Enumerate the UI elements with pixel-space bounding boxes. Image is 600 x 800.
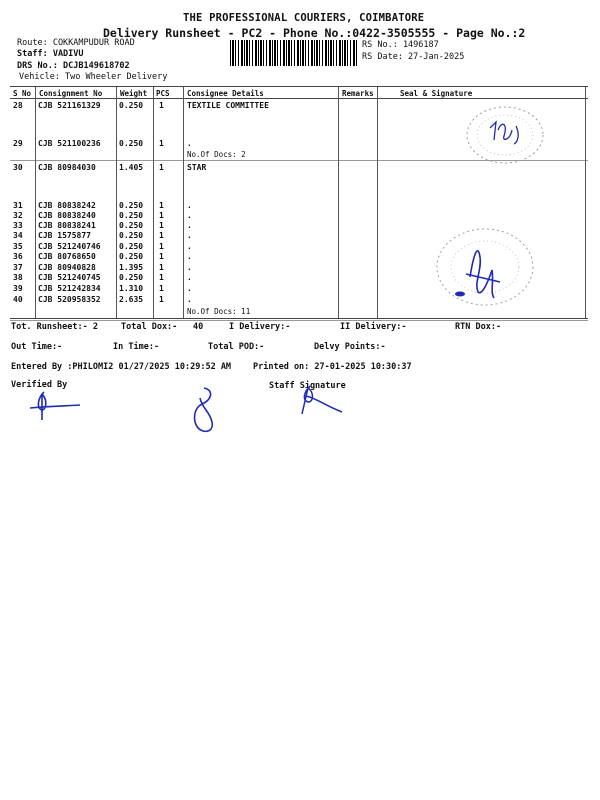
cell-details: . xyxy=(187,284,192,293)
cell-cons: CJB 521240746 xyxy=(38,242,101,251)
cell-pcs: 1 xyxy=(159,284,164,293)
table-header-rule xyxy=(10,98,588,99)
cell-details: . xyxy=(187,139,192,148)
col-divider xyxy=(35,87,36,318)
cell-pcs: 1 xyxy=(159,242,164,251)
verified-by-label: Verified By xyxy=(11,380,68,390)
cell-weight: 0.250 xyxy=(119,101,144,110)
total-dox-value: 40 xyxy=(193,322,204,332)
cell-pcs: 1 xyxy=(159,273,164,282)
col-header-consignment: Consignment No xyxy=(39,89,103,98)
cell-sno: 33 xyxy=(13,221,23,230)
cell-sno: 35 xyxy=(13,242,23,251)
cell-details: . xyxy=(187,231,192,240)
cell-cons: CJB 521242834 xyxy=(38,284,101,293)
ii-delivery: II Delivery:- xyxy=(340,322,407,332)
cell-weight: 0.250 xyxy=(119,273,144,282)
table-top-rule xyxy=(10,86,588,87)
staff-signature-label: Staff Signature xyxy=(269,381,346,391)
cell-weight: 0.250 xyxy=(119,242,144,251)
cell-sno: 34 xyxy=(13,231,23,240)
runsheet-title: Delivery Runsheet - PC2 - Phone No.:0422-3505555 - Page No.:2 xyxy=(103,26,526,40)
col-header-weight: Weight xyxy=(120,89,148,98)
cell-details: . xyxy=(187,295,192,304)
seal-stamp-2 xyxy=(430,222,540,312)
cell-details: STAR xyxy=(187,163,207,172)
out-time: Out Time:- xyxy=(11,342,63,352)
tot-runsheet: Tot. Runsheet:- 2 xyxy=(11,322,98,332)
printed-on: Printed on: 27-01-2025 10:30:37 xyxy=(253,362,412,372)
rs-date: RS Date: 27-Jan-2025 xyxy=(362,52,465,62)
cell-sno: 28 xyxy=(13,101,23,110)
cell-pcs: 1 xyxy=(159,101,164,110)
cell-cons: CJB 80838241 xyxy=(38,221,96,230)
table-bottom-rule xyxy=(10,318,588,319)
cell-cons: CJB 1575877 xyxy=(38,231,91,240)
cell-cons: CJB 80940828 xyxy=(38,263,96,272)
cell-details: . xyxy=(187,263,192,272)
total-pod: Total POD:- xyxy=(208,342,265,352)
cell-pcs: 1 xyxy=(159,263,164,272)
cell-cons: CJB 521161329 xyxy=(38,101,101,110)
staff: Staff: VADIVU xyxy=(17,49,84,59)
cell-weight: 0.250 xyxy=(119,231,144,240)
col-header-pcs: PCS xyxy=(156,89,170,98)
cell-sno: 29 xyxy=(13,139,23,148)
in-time: In Time:- xyxy=(113,342,160,352)
cell-weight: 0.250 xyxy=(119,252,144,261)
cell-pcs: 1 xyxy=(159,139,164,148)
cell-pcs: 1 xyxy=(159,231,164,240)
cell-weight: 2.635 xyxy=(119,295,144,304)
cell-details: . xyxy=(187,221,192,230)
cell-details: . xyxy=(187,201,192,210)
cell-details: . xyxy=(187,211,192,220)
route: Route: COKKAMPUDUR ROAD xyxy=(17,38,135,48)
cell-pcs: 1 xyxy=(159,211,164,220)
col-divider xyxy=(153,87,154,318)
middle-signature xyxy=(188,384,228,436)
col-divider xyxy=(377,87,378,318)
cell-weight: 0.250 xyxy=(119,221,144,230)
i-delivery: I Delivery:- xyxy=(229,322,291,332)
delvy-points: Delvy Points:- xyxy=(314,342,386,352)
cell-details: . xyxy=(187,273,192,282)
drs-number: DRS No.: DCJB149618702 xyxy=(17,61,130,71)
col-divider xyxy=(585,87,586,318)
barcode xyxy=(230,40,357,66)
cell-weight: 0.250 xyxy=(119,139,144,148)
cell-weight: 1.405 xyxy=(119,163,144,172)
rtn-dox: RTN Dox:- xyxy=(455,322,502,332)
staff-signature xyxy=(292,384,352,420)
totals-rule xyxy=(10,320,588,321)
total-dox-label: Total Dox:- xyxy=(121,322,178,332)
cell-sno: 30 xyxy=(13,163,23,172)
cell-pcs: 1 xyxy=(159,295,164,304)
cell-cons: CJB 80838240 xyxy=(38,211,96,220)
rs-number: RS No.: 1496187 xyxy=(362,40,439,50)
cell-cons: CJB 520958352 xyxy=(38,295,101,304)
cell-cons: CJB 521240745 xyxy=(38,273,101,282)
cell-pcs: 1 xyxy=(159,221,164,230)
cell-sno: 39 xyxy=(13,284,23,293)
cell-weight: 0.250 xyxy=(119,211,144,220)
cell-weight: 0.250 xyxy=(119,201,144,210)
entered-by: Entered By :PHILOMI2 01/27/2025 10:29:52 AM xyxy=(11,362,232,372)
cell-sno: 31 xyxy=(13,201,23,210)
col-header-consignee: Consignee Details xyxy=(187,89,264,98)
cell-sno: 40 xyxy=(13,295,23,304)
col-header-seal-signature: Seal & Signature xyxy=(400,89,473,98)
cell-cons: CJB 80838242 xyxy=(38,201,96,210)
cell-sno: 37 xyxy=(13,263,23,272)
cell-sno: 38 xyxy=(13,273,23,282)
cell-sno: 32 xyxy=(13,211,23,220)
cell-details: . xyxy=(187,242,192,251)
cell-sno: 36 xyxy=(13,252,23,261)
col-divider xyxy=(116,87,117,318)
cell-weight: 1.395 xyxy=(119,263,144,272)
seal-stamp-1 xyxy=(460,100,550,170)
cell-details: TEXTILE COMMITTEE xyxy=(187,101,269,110)
company-name: THE PROFESSIONAL COURIERS, COIMBATORE xyxy=(183,12,425,24)
col-divider xyxy=(338,87,339,318)
docs-note: No.Of Docs: 2 xyxy=(187,150,246,159)
cell-pcs: 1 xyxy=(159,252,164,261)
cell-cons: CJB 80768650 xyxy=(38,252,96,261)
cell-cons: CJB 80984030 xyxy=(38,163,96,172)
cell-pcs: 1 xyxy=(159,163,164,172)
cell-details: . xyxy=(187,252,192,261)
vehicle: Vehicle: Two Wheeler Delivery xyxy=(19,72,168,82)
col-header-remarks: Remarks xyxy=(342,89,374,98)
cell-pcs: 1 xyxy=(159,201,164,210)
verified-by-signature xyxy=(28,388,88,424)
docs-note: No.Of Docs: 11 xyxy=(187,307,251,316)
cell-weight: 1.310 xyxy=(119,284,144,293)
col-header-sno: S No xyxy=(13,89,32,98)
col-divider xyxy=(183,87,184,318)
cell-cons: CJB 521100236 xyxy=(38,139,101,148)
